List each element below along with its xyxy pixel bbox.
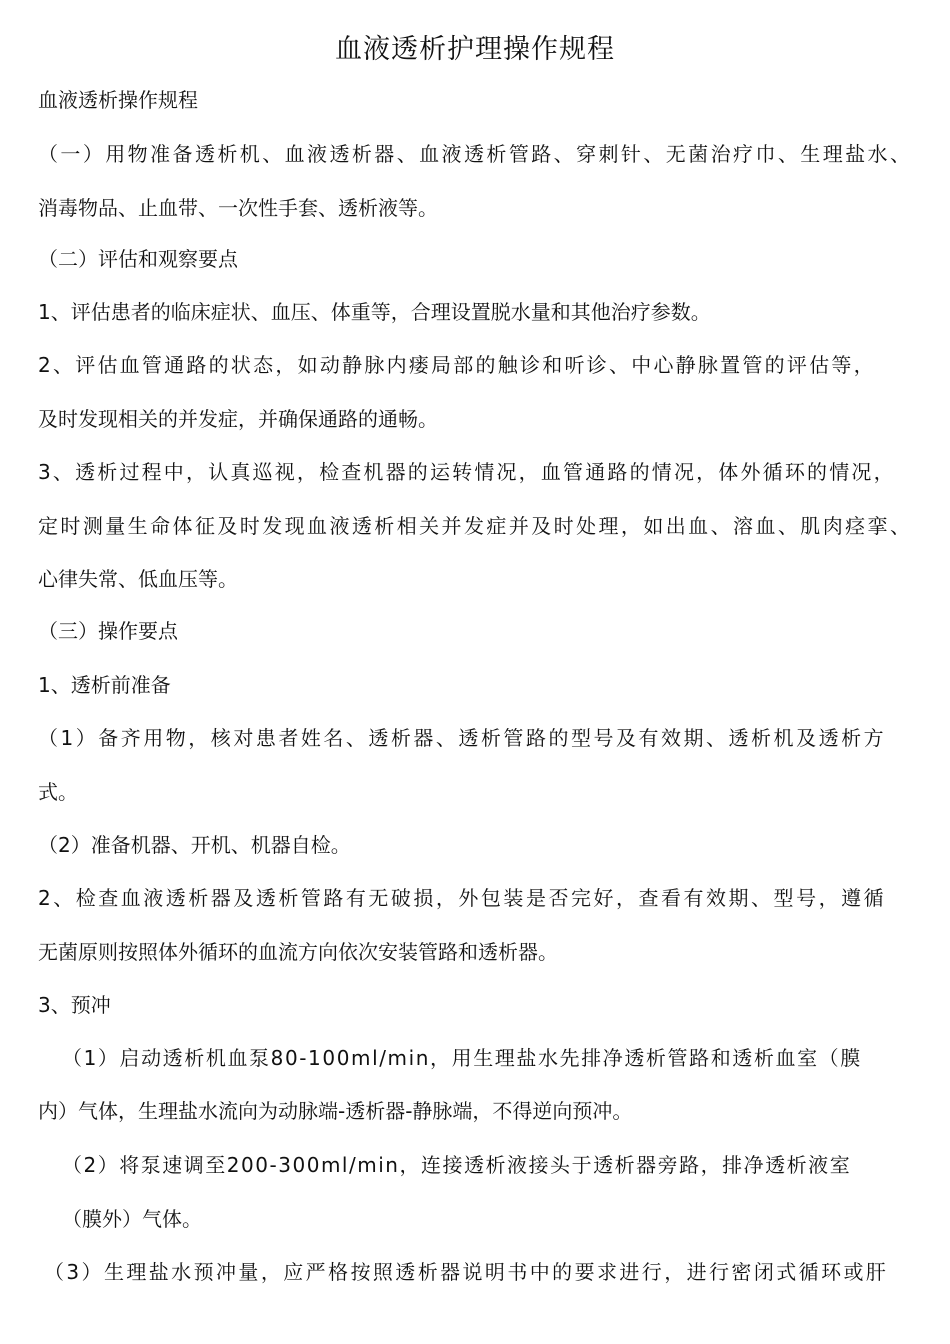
document-line: 式。 xyxy=(38,780,78,804)
document-line: 消毒物品、止血带、一次性手套、透析液等。 xyxy=(38,196,438,220)
document-line: 1、透析前准备 xyxy=(38,673,171,697)
document-line: 及时发现相关的并发症，并确保通路的通畅。 xyxy=(38,407,438,431)
document-line: （1）备齐用物，核对患者姓名、透析器、透析管路的型号及有效期、透析机及透析方 xyxy=(38,726,887,750)
document-line: （膜外）气体。 xyxy=(62,1207,202,1231)
document-title: 血液透析护理操作规程 xyxy=(335,34,615,65)
document-line: 2、检查血液透析器及透析管路有无破损，外包装是否完好，查看有效期、型号，遵循 xyxy=(38,886,887,910)
document-line: 血液透析操作规程 xyxy=(38,88,198,112)
document-line: （2）将泵速调至200-300ml/min，连接透析液接头于透析器旁路，排净透析液室 xyxy=(62,1153,852,1177)
document-line: （2）准备机器、开机、机器自检。 xyxy=(38,833,351,857)
document-line: 3、透析过程中，认真巡视，检查机器的运转情况，血管通路的情况，体外循环的情况， xyxy=(38,460,896,484)
document-line: 2、评估血管通路的状态，如动静脉内瘘局部的触诊和听诊、中心静脉置管的评估等， xyxy=(38,353,876,377)
document-line: 3、预冲 xyxy=(38,993,111,1017)
document-line: （3）生理盐水预冲量，应严格按照透析器说明书中的要求进行，进行密闭式循环或肝 xyxy=(44,1260,889,1284)
document-line: 内）气体，生理盐水流向为动脉端-透析器-静脉端，不得逆向预冲。 xyxy=(38,1099,633,1123)
document-line: 心律失常、低血压等。 xyxy=(38,567,238,591)
document-line: 1、评估患者的临床症状、血压、体重等，合理设置脱水量和其他治疗参数。 xyxy=(38,300,711,324)
document-line: 定时测量生命体征及时发现血液透析相关并发症并及时处理，如出血、溶血、肌肉痉挛、 xyxy=(38,514,913,538)
document-line: （一）用物准备透析机、血液透析器、血液透析管路、穿刺针、无菌治疗巾、生理盐水、 xyxy=(38,142,913,166)
document-line: （二）评估和观察要点 xyxy=(38,247,238,271)
document-line: 无菌原则按照体外循环的血流方向依次安装管路和透析器。 xyxy=(38,940,558,964)
document-line: （1）启动透析机血泵80-100ml/min，用生理盐水先排净透析管路和透析血室（膜 xyxy=(62,1046,862,1070)
document-line: （三）操作要点 xyxy=(38,619,178,643)
